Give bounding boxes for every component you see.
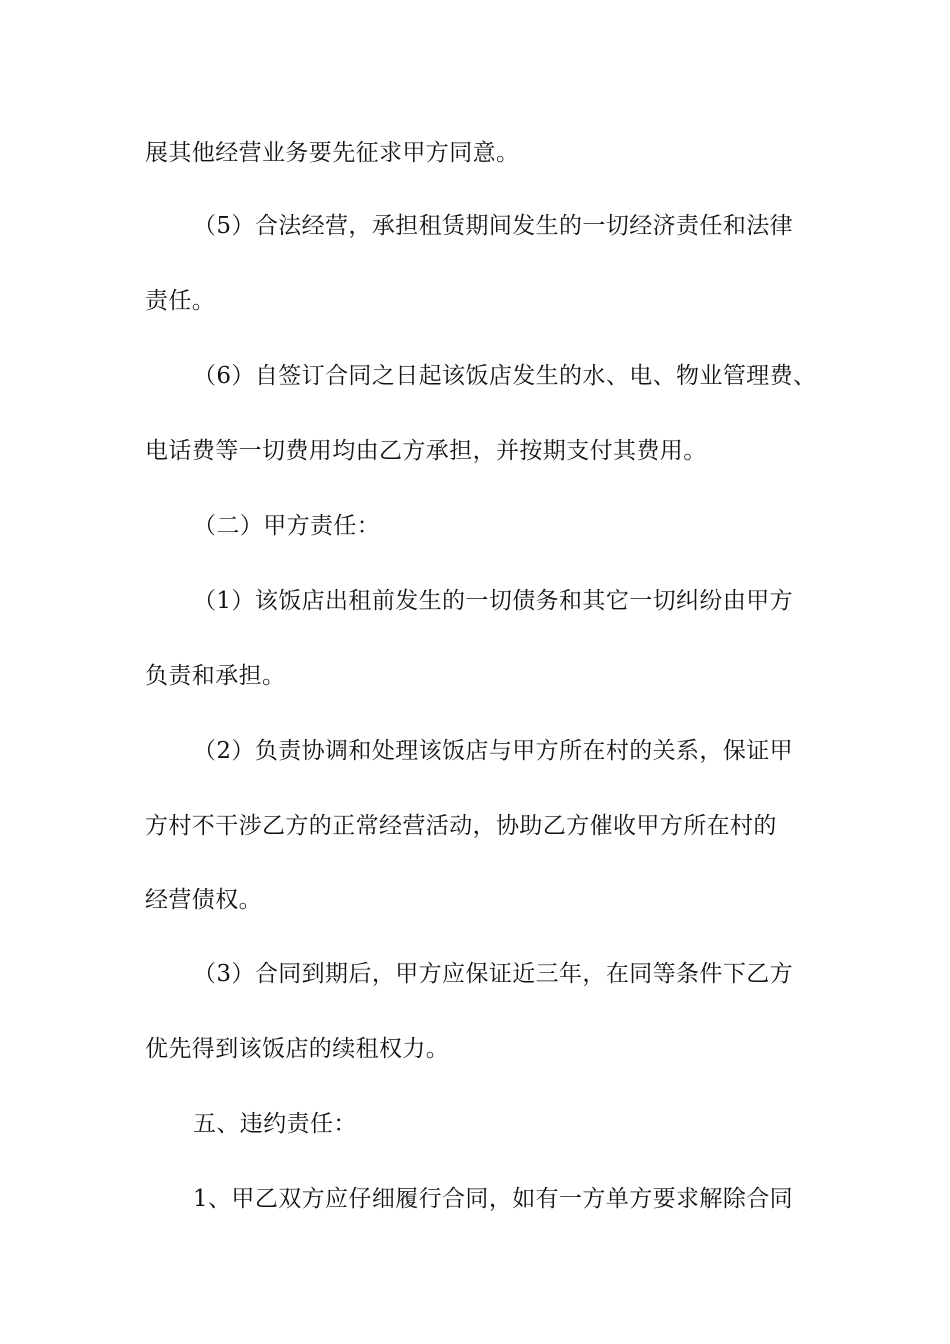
clause-3: （3）合同到期后，甲方应保证近三年，在同等条件下乙方 bbox=[193, 961, 794, 987]
section-heading-party-a: （二）甲方责任： bbox=[193, 513, 381, 539]
clause-6: （6）自签订合同之日起该饭店发生的水、电、物业管理费、 bbox=[193, 363, 817, 389]
text-line: 方村不干涉乙方的正常经营活动，协助乙方催收甲方所在村的 bbox=[145, 813, 777, 839]
text-line: 经营债权。 bbox=[145, 887, 262, 913]
clause-5: （5）合法经营，承担租赁期间发生的一切经济责任和法律 bbox=[193, 213, 794, 239]
text-line: 优先得到该饭店的续租权力。 bbox=[145, 1036, 450, 1062]
clause-2: （2）负责协调和处理该饭店与甲方所在村的关系，保证甲 bbox=[193, 738, 794, 764]
text-line: 责任。 bbox=[145, 288, 216, 314]
clause-breach-1: 1、甲乙双方应仔细履行合同，如有一方单方要求解除合同 bbox=[193, 1186, 794, 1212]
text-line: 负责和承担。 bbox=[145, 663, 286, 689]
clause-1: （1）该饭店出租前发生的一切债务和其它一切纠纷由甲方 bbox=[193, 588, 794, 614]
text-line: 电话费等一切费用均由乙方承担，并按期支付其费用。 bbox=[145, 438, 707, 464]
section-heading-breach: 五、违约责任： bbox=[193, 1111, 357, 1137]
text-line: 展其他经营业务要先征求甲方同意。 bbox=[145, 140, 520, 166]
